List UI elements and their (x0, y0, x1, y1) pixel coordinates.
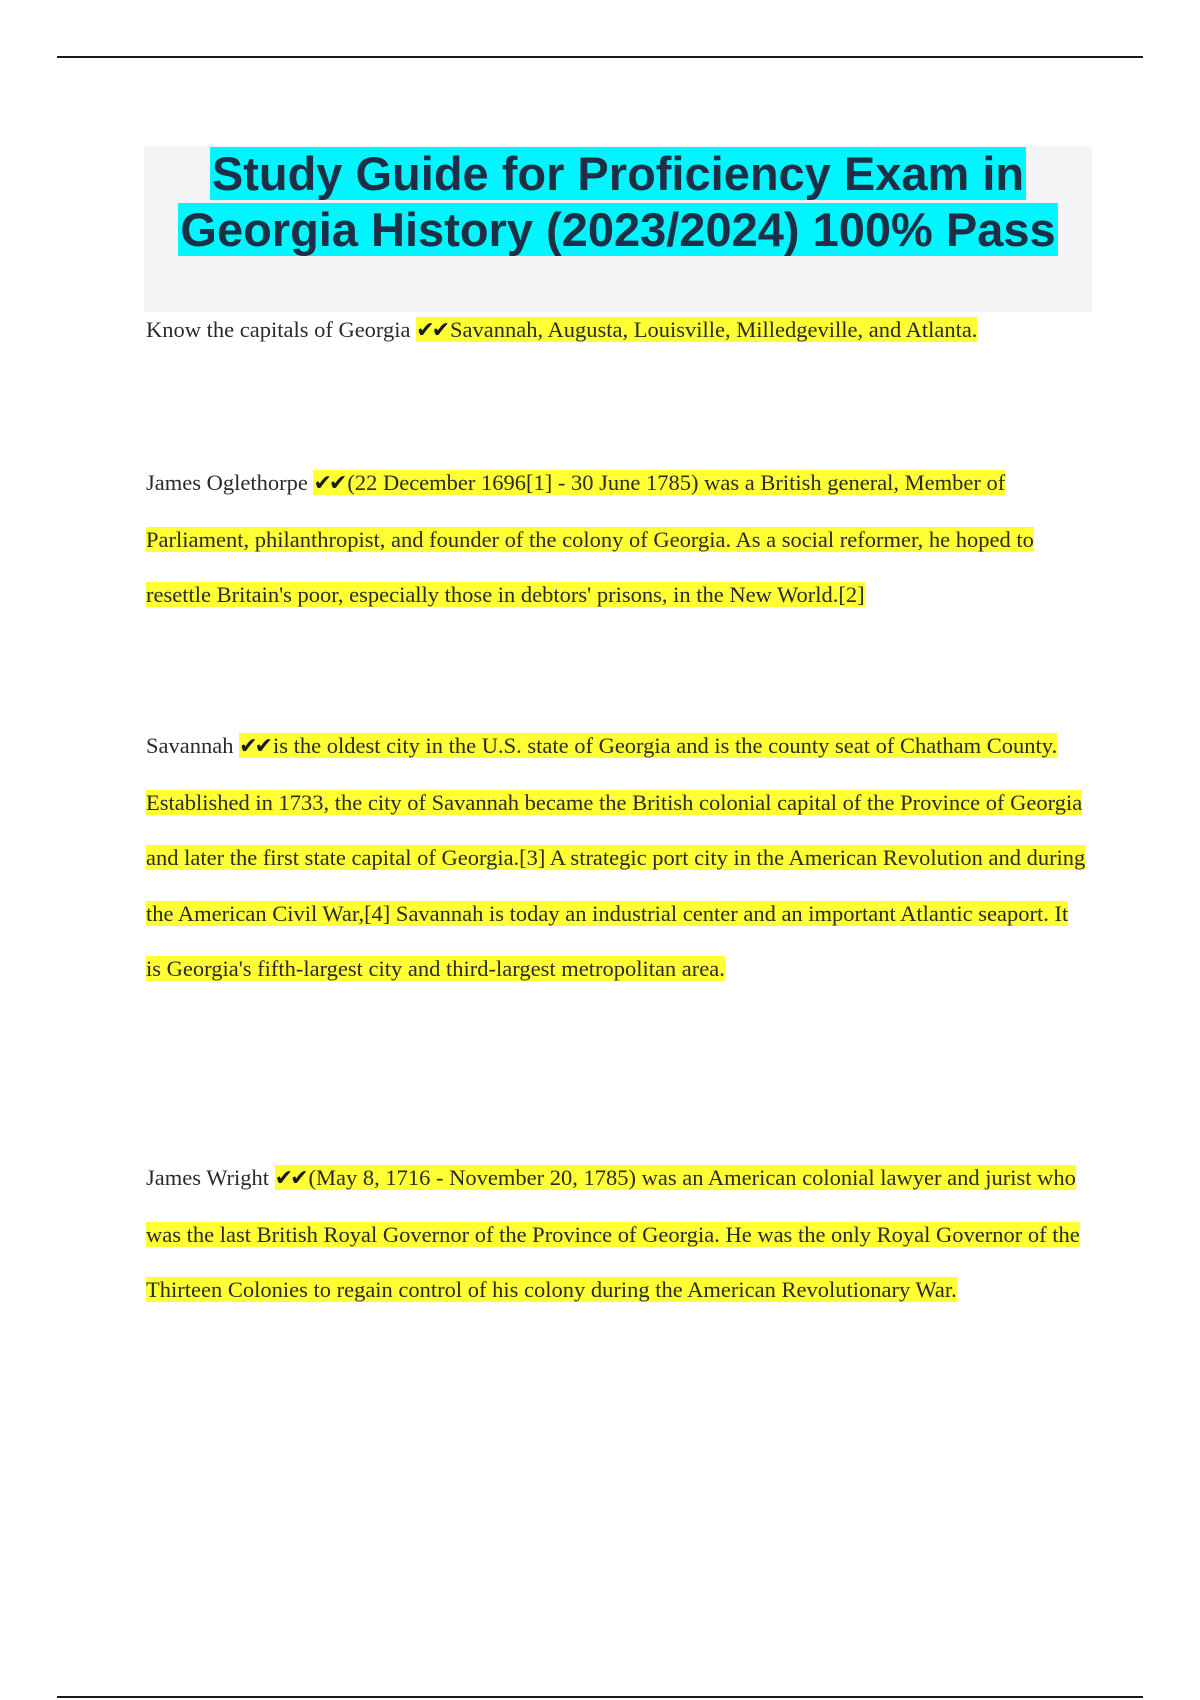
qa-entry-oglethorpe (146, 455, 1086, 623)
title-line-2: Georgia History (2023/2024) 100% Pass (180, 203, 1056, 256)
entry-term: James Oglethorpe (146, 470, 308, 495)
entry-answer (146, 733, 1085, 981)
qa-entry-capitals (146, 302, 1086, 359)
double-check-icon: ✔✔ (416, 318, 448, 343)
double-check-icon: ✔✔ (274, 1166, 306, 1191)
entry-answer (146, 1165, 1080, 1302)
entry-definition: is the oldest city in the U.S. state of Georgia and is the county seat of Chatham County. Established in 1733, the city of Savannah became the British colonial capital of the Province of Georgia and later the first state capital of Georgia.[3] A strategic port city in the American Revolution and during the American Civil War,[4] Savannah is today an industrial center and an important Atlantic seaport. It is Georgia's fifth-largest city and third-largest metropolitan area. (146, 733, 1086, 981)
entry-term: Savannah (146, 733, 234, 758)
entry-answer (416, 317, 977, 342)
page-title (144, 146, 1092, 258)
entry-term: James Wright (146, 1165, 270, 1190)
double-check-icon: ✔✔ (239, 734, 270, 759)
bottom-rule (57, 1696, 1143, 1698)
double-check-icon: ✔✔ (313, 471, 345, 496)
title-banner (144, 146, 1092, 312)
entry-definition: (22 December 1696[1] - 30 June 1785) was a British general, Member of Parliament, philanthropist, and founder of the colony of Georgia. As a social reformer, he hoped to resettle Britain's poor, especially those in debtors' prisons, in the New World.[2] (146, 470, 1034, 607)
entry-term: Know the capitals of Georgia (146, 317, 411, 342)
entry-definition: Savannah, Augusta, Louisville, Milledgeville, and Atlanta. (450, 317, 978, 342)
qa-entry-wright (146, 1150, 1086, 1318)
entry-definition: (May 8, 1716 - November 20, 1785) was an American colonial lawyer and jurist who was the last British Royal Governor of the Province of Georgia. He was the only Royal Governor of the Thirteen Colonies to regain control of his colony during the American Revolutionary War. (146, 1165, 1080, 1302)
title-line-1: Study Guide for Proficiency Exam in (211, 147, 1025, 200)
qa-entry-savannah (146, 718, 1086, 997)
top-rule (57, 56, 1143, 58)
